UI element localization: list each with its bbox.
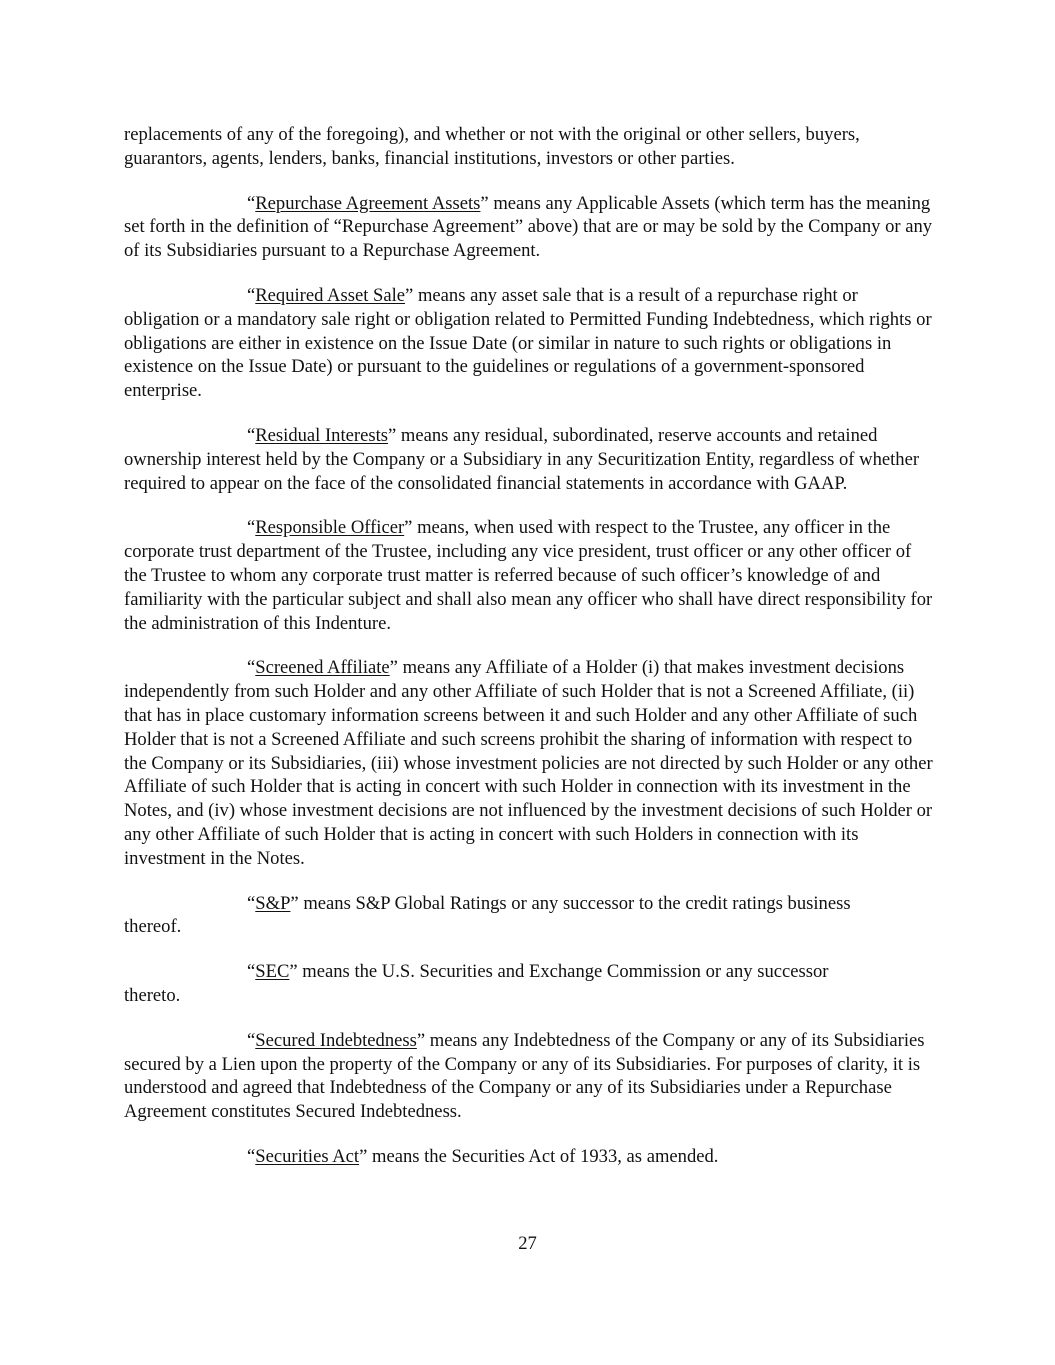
defined-term: Required Asset Sale	[255, 284, 406, 306]
definition-text: means any asset sale that is a result of a repurchase right or obligation or a mandatory sale right or obligation related to Permitted Funding Indebtedness, which rights or obligations are either in existence on the Issue Date (or similar in nature to such rights or obligations in existence on the Issue Date) or pursuant to the guidelines or regulations of a government-sponsored enterprise.	[124, 284, 932, 402]
definition-screened-affiliate: “Screened Affiliate” means any Affiliate of a Holder (i) that makes investment decisions independently from such Holder and any other Affiliate of such Holder that is not a Screened Affiliate, (ii) that has in place customary information screens between it and such Holder and any other Affiliate of such Holder that is not a Screened Affiliate and such screens prohibit the sharing of information with respect to the Company or its Subsidiaries, (iii) whose investment policies are not directed by such Holder or any other Affiliate of such Holder that is acting in concert with such Holder in connection with its investment in the Notes, and (iv) whose investment decisions are not influenced by the investment decisions of such Holder or any other Affiliate of such Holder that is acting in concert with such Holders in connection with its investment in the Notes.	[124, 657, 933, 869]
definition-tail: thereof.	[124, 916, 182, 938]
definition-responsible-officer: “Responsible Officer” means, when used with respect to the Trustee, any officer in the corporate trust department of the Trustee, including any vice president, trust officer or any other officer of the Trustee to whom any corporate trust matter is referred because of such officer’s knowledge of and familiarity with the particular subject and shall also mean any officer who shall have direct responsibility for the administration of this Indenture.	[124, 517, 933, 634]
document-page	[124, 123, 936, 1190]
definition-tail: thereto.	[124, 984, 181, 1006]
defined-term: Secured Indebtedness	[255, 1029, 417, 1051]
page-number: 27	[518, 1233, 537, 1254]
defined-term: Residual Interests	[255, 424, 388, 446]
definition-secured-indebtedness: “Secured Indebtedness” means any Indebtedness of the Company or any of its Subsidiaries secured by a Lien upon the property of the Company or any of its Subsidiaries. For purposes of clarity, it is understood and agreed that Indebtedness of the Company or any of its Subsidiaries under a Repurchase Agreement constitutes Secured Indebtedness.	[124, 1029, 925, 1123]
definition-text: means any Applicable Assets (which term has the meaning set forth in the definition of “Repurchase Agreement” above) that are or may be sold by the Company or any of its Subsidiaries pursuant to a Repurchase Agreement.	[124, 192, 933, 262]
definition-repurchase-agreement-assets: “Repurchase Agreement Assets” means any Applicable Assets (which term has the meaning set forth in the definition of “Repurchase Agreement” above) that are or may be sold by the Company or any of its Subsidiaries pursuant to a Repurchase Agreement.	[124, 192, 933, 262]
definition-s-and-p: “S&P” means S&P Global Ratings or any successor to the credit ratings business thereof.	[124, 892, 851, 938]
definition-text: means S&P Global Ratings or any successor to the credit ratings business	[298, 892, 851, 914]
defined-term: Screened Affiliate	[255, 657, 390, 679]
definition-residual-interests: “Residual Interests” means any residual, subordinated, reserve accounts and retained ownership interest held by the Company or a Subsidiary in any Securitization Entity, regardless of whether required to appear on the face of the consolidated financial statements in accordance with GAAP.	[124, 424, 920, 494]
definition-text: means any Affiliate of a Holder (i) that makes investment decisions independently from such Holder and any other Affiliate of such Holder that is not a Screened Affiliate, (ii) that has in place customary information screens between it and such Holder and any other Affiliate of such Holder that is not a Screened Affiliate and such screens prohibit the sharing of information with respect to the Company or its Subsidiaries, (iii) whose investment policies are not directed by such Holder or any other Affiliate of such Holder that is acting in concert with such Holder in connection with its investment in the Notes, and (iv) whose investment decisions are not influenced by the investment decisions of such Holder or any other Affiliate of such Holder that is acting in concert with such Holders in connection with its investment in the Notes.	[124, 657, 933, 869]
definition-text: means any Indebtedness of the Company or any of its Subsidiaries secured by a Lien upon the property of the Company or any of its Subsidiaries. For purposes of clarity, it is understood and agreed that Indebtedness of the Company or any of its Subsidiaries under a Repurchase Agreement constitutes Secured Indebtedness.	[124, 1029, 925, 1123]
definition-required-asset-sale: “Required Asset Sale” means any asset sale that is a result of a repurchase right or obligation or a mandatory sale right or obligation related to Permitted Funding Indebtedness, which rights or obligations are either in existence on the Issue Date (or similar in nature to such rights or obligations in existence on the Issue Date) or pursuant to the guidelines or regulations of a government-sponsored enterprise.	[124, 284, 932, 402]
defined-term: Securities Act	[255, 1145, 360, 1167]
definition-sec: “SEC” means the U.S. Securities and Exchange Commission or any successor thereto.	[124, 961, 829, 1006]
defined-term: S&P	[255, 892, 291, 914]
defined-term: Repurchase Agreement Assets	[255, 192, 481, 214]
defined-term: Responsible Officer	[255, 517, 405, 539]
defined-term: SEC	[255, 961, 290, 983]
definition-text: means the Securities Act of 1933, as amended.	[367, 1145, 719, 1167]
definition-securities-act: “Securities Act” means the Securities Act of 1933, as amended.	[247, 1145, 719, 1167]
definition-text: means the U.S. Securities and Exchange Commission or any successor	[297, 961, 829, 983]
definition-text: means any residual, subordinated, reserve accounts and retained ownership interest held by the Company or a Subsidiary in any Securitization Entity, regardless of whether required to appear on the face of the consolidated financial statements in accordance with GAAP.	[124, 424, 920, 494]
continuation-paragraph: replacements of any of the foregoing), and whether or not with the original or other sellers, buyers, guarantors, agents, lenders, banks, financial institutions, investors or other parties.	[124, 124, 860, 169]
definition-text: means, when used with respect to the Trustee, any officer in the corporate trust department of the Trustee, including any vice president, trust officer or any other officer of the Trustee to whom any corporate trust matter is referred because of such officer’s knowledge of and familiarity with the particular subject and shall also mean any officer who shall have direct responsibility for the administration of this Indenture.	[124, 517, 933, 634]
